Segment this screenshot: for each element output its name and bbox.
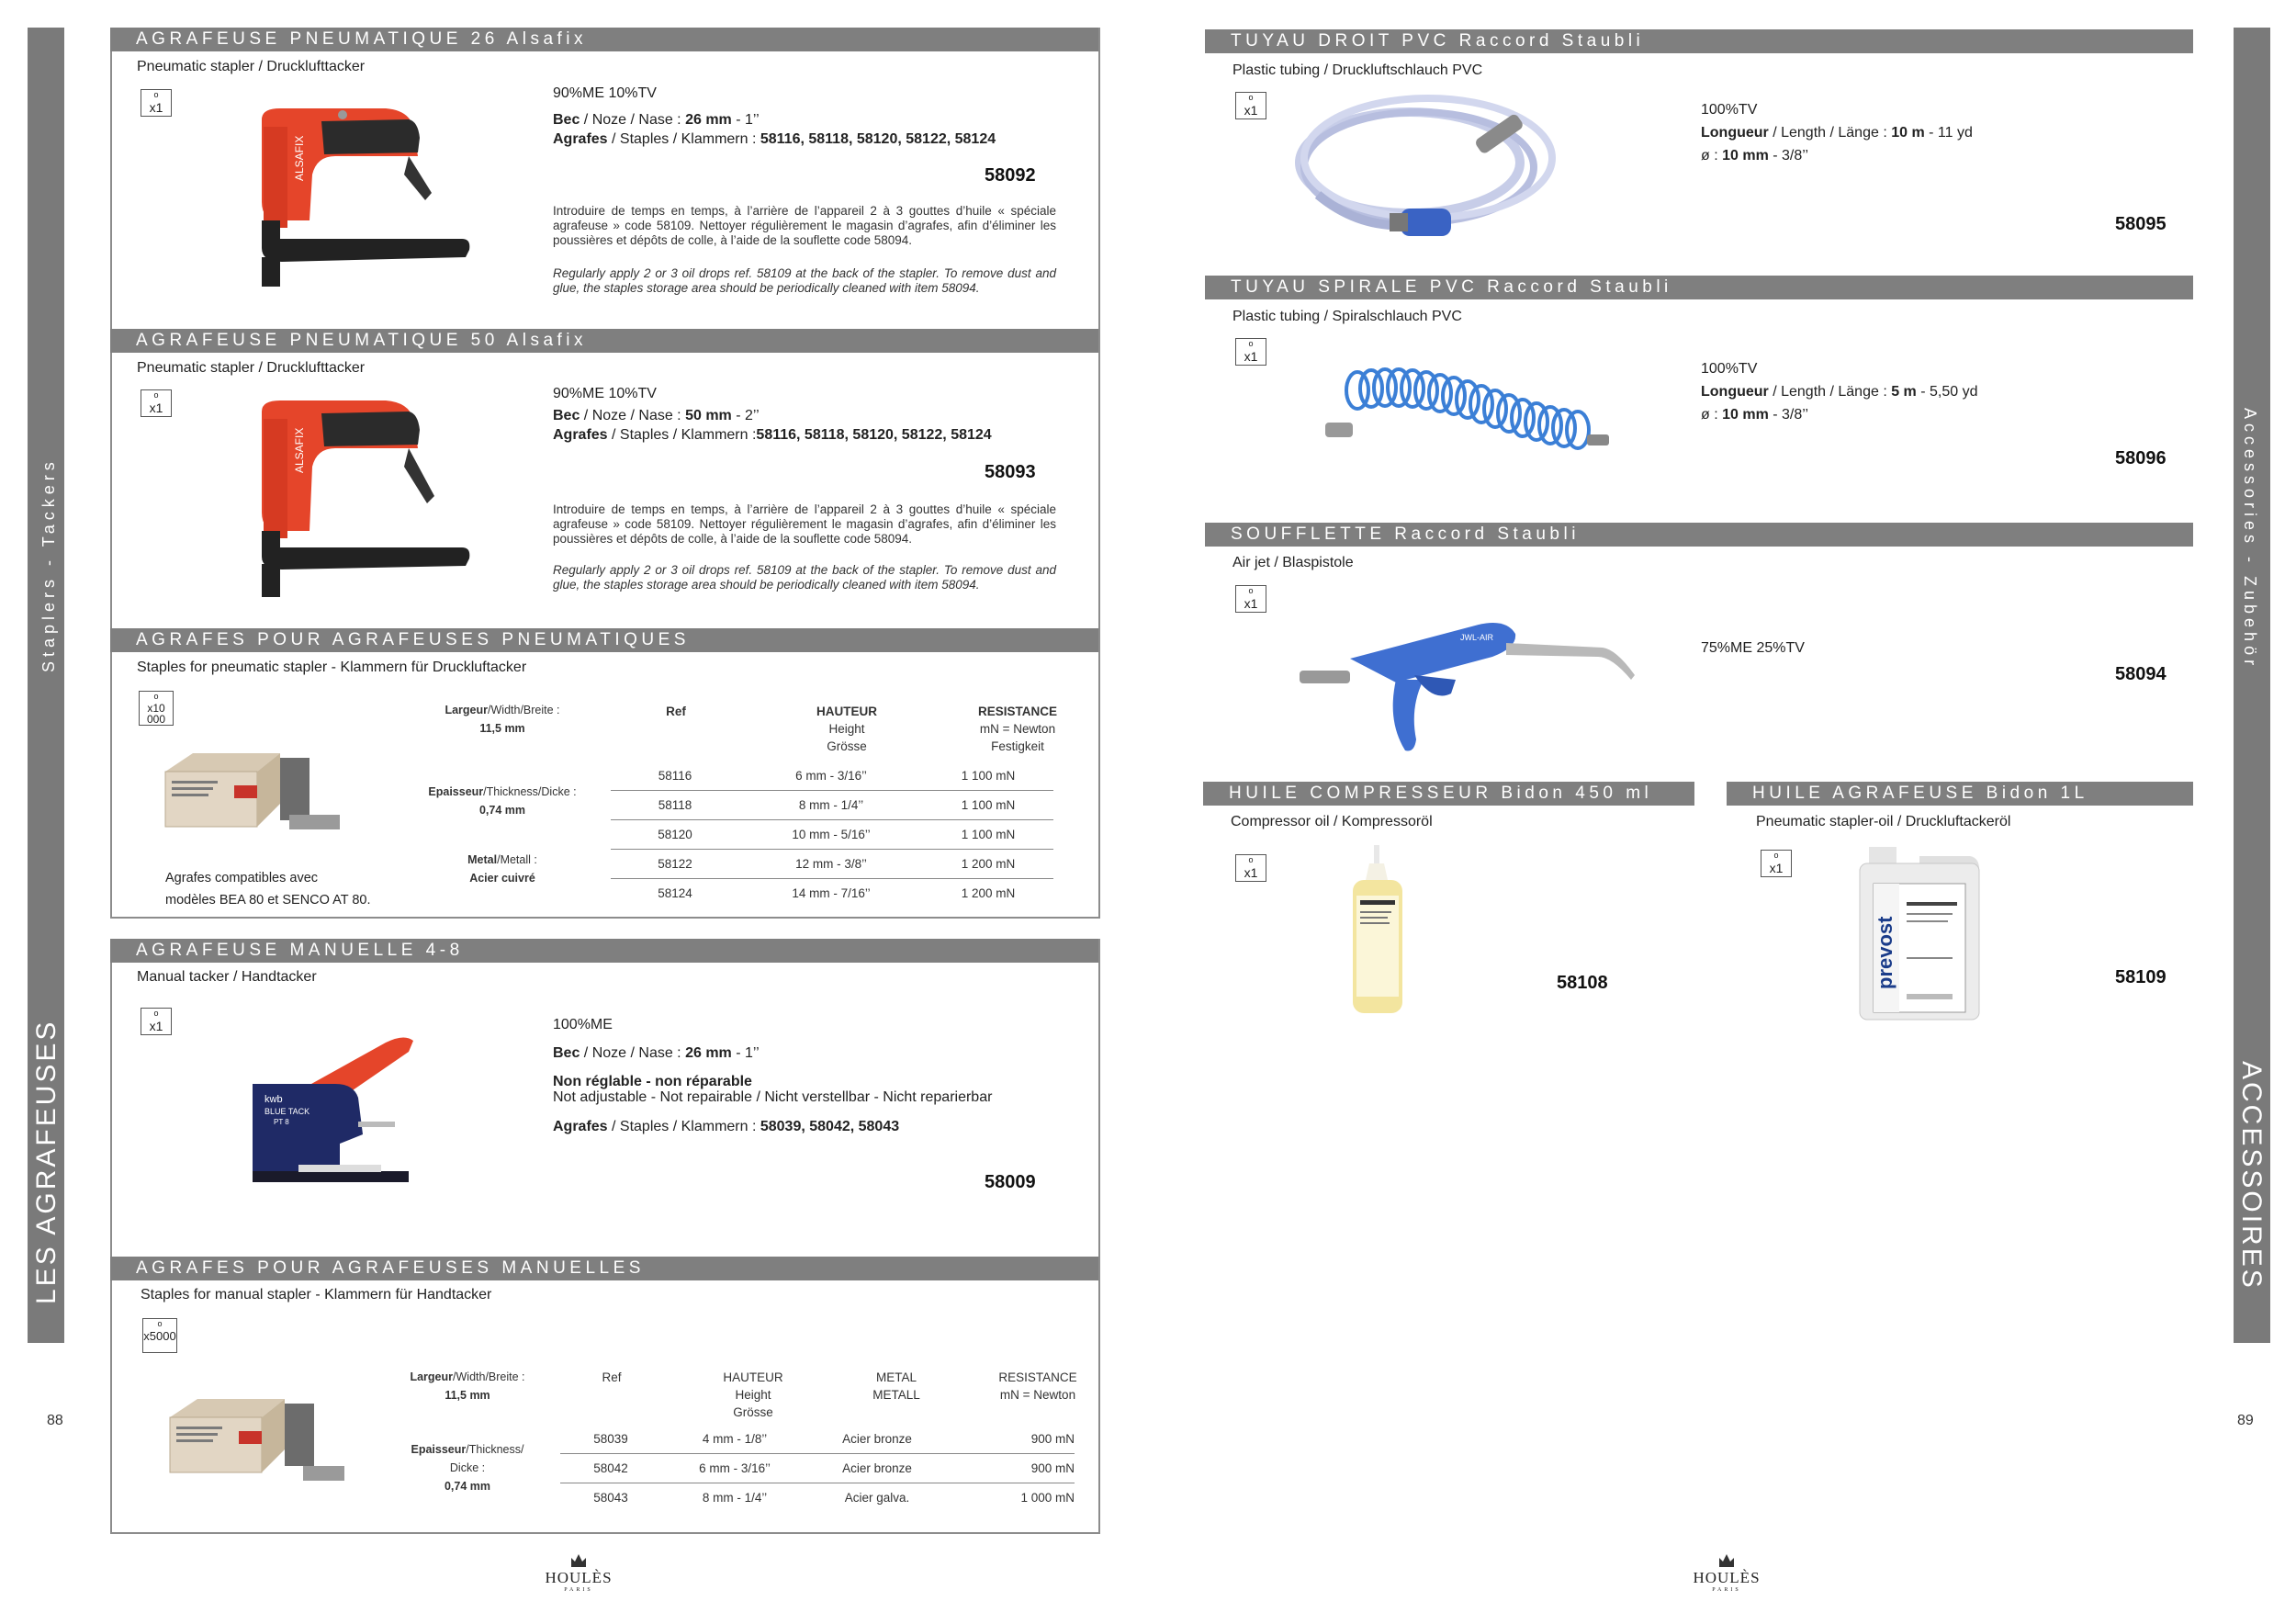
agrafes-line: Agrafes / Staples / Klammern : 58116, 58118, 58120, 58122, 58124: [553, 131, 996, 147]
product-ref: 58109: [2115, 967, 2167, 987]
tax-split: 100%TV: [1701, 102, 1758, 118]
product-subtitle: Manual tacker / Handtacker: [137, 969, 317, 985]
cell-resistance: 1 200 mN: [923, 850, 1053, 879]
not-adjustable-line: Not adjustable - Not repairable / Nicht verstellbar - Nicht reparierbar: [553, 1089, 993, 1105]
quantity-badge: o x10 000: [139, 691, 174, 726]
cell-hauteur: 6 mm - 3/16’’: [661, 1454, 808, 1483]
quantity-badge: o x1: [1235, 854, 1266, 882]
cell-ref: 58043: [593, 1491, 628, 1505]
product-ref: 58009: [985, 1172, 1036, 1192]
product-ref: 58093: [985, 462, 1036, 482]
cell-resistance: 1 200 mN: [961, 886, 1016, 900]
cell-hauteur: 8 mm - 1/4’’: [739, 791, 923, 820]
table-row: [560, 1425, 1075, 1454]
product-header: AGRAFEUSE MANUELLE 4-8: [110, 939, 1098, 963]
largeur-spec: Largeur/Width/Breite : 11,5 mm: [410, 1370, 525, 1402]
product-subtitle: Pneumatic stapler-oil / Druckluftackeröl: [1756, 814, 2011, 829]
diameter-line: ø : 10 mm - 3/8’’: [1701, 407, 1809, 423]
table-row: [611, 879, 1053, 908]
bec-line: Bec / Noze / Nase : 26 mm - 1’’: [553, 1045, 760, 1061]
cell-hauteur: 14 mm - 7/16’’: [792, 886, 871, 900]
product-header: AGRAFES POUR AGRAFEUSES MANUELLES: [110, 1257, 1098, 1280]
tax-split: 100%TV: [1701, 361, 1758, 377]
non-reglable-line: Non réglable - non réparable: [553, 1074, 752, 1089]
tax-split: 90%ME 10%TV: [553, 386, 657, 401]
column-header-hauteur: HAUTEUR Height Grösse: [816, 705, 877, 753]
airjet-brand-label: JWL-AIR: [1460, 633, 1493, 642]
cell-resistance: 900 mN: [946, 1454, 1075, 1483]
maintenance-text-en: Regularly apply 2 or 3 oil drops ref. 58109 at the back of the stapler. To remove dust and glue, the staples storage area should be periodically cleaned with item 58094.: [553, 563, 1056, 592]
stapler-brand-label: ALSAFIX: [293, 135, 306, 181]
pneumatic-stapler-26-image: [225, 101, 482, 294]
metal-spec: Metal/Metall : Acier cuivré: [467, 853, 537, 885]
tacker-model-label: BLUE TACK: [264, 1107, 310, 1116]
cell-hauteur: 10 mm - 5/16’’: [739, 820, 923, 850]
houles-logo-left: [533, 1552, 625, 1593]
product-ref: 58096: [2115, 448, 2167, 468]
quantity-badge: o x1: [141, 89, 172, 117]
diameter-line: ø : 10 mm - 3/8’’: [1701, 148, 1809, 164]
quantity-badge: o x1: [1235, 585, 1266, 613]
quantity-badge: o x1: [141, 389, 172, 417]
cell-hauteur: 8 mm - 1/4’’: [702, 1491, 768, 1505]
staples-manual-table: [560, 1425, 1075, 1512]
agrafes-line: Agrafes / Staples / Klammern :58116, 58118, 58120, 58122, 58124: [553, 427, 992, 443]
product-header: AGRAFES POUR AGRAFEUSES PNEUMATIQUES: [110, 628, 1098, 652]
quantity-badge: o x1: [141, 1008, 172, 1035]
oil-brand-label: prevost: [1874, 916, 1896, 989]
crown-icon: [1717, 1552, 1736, 1569]
tax-split: 100%ME: [553, 1017, 613, 1032]
air-jet-image: [1295, 592, 1671, 758]
product-ref: 58094: [2115, 664, 2167, 684]
right-sidebar-title: ACCESSOIRES: [2236, 1061, 2267, 1291]
page-number-right: 89: [2237, 1413, 2254, 1428]
product-subtitle: Pneumatic stapler / Drucklufttacker: [137, 59, 366, 74]
cell-hauteur: 6 mm - 3/16’’: [739, 761, 923, 791]
page-number-left: 88: [47, 1413, 63, 1428]
logo-name: HOULÈS: [545, 1569, 613, 1586]
product-header: AGRAFEUSE PNEUMATIQUE 50 Alsafix: [110, 329, 1098, 353]
staples-pneumatic-table: [611, 761, 1053, 908]
product-header: TUYAU DROIT PVC Raccord Staubli: [1205, 29, 2193, 53]
product-subtitle: Staples for pneumatic stapler - Klammern für Druckluftacker: [137, 660, 527, 675]
product-subtitle: Pneumatic stapler / Drucklufttacker: [137, 360, 366, 376]
houles-logo-right: [1681, 1552, 1773, 1593]
cell-ref: 58042: [560, 1454, 661, 1483]
cell-metal: Acier galva.: [844, 1491, 910, 1505]
logo-city: PARIS: [1712, 1587, 1741, 1593]
compatibility-note: Agrafes compatibles avec modèles BEA 80 et SENCO AT 80.: [165, 871, 371, 908]
column-header-metal: METAL METALL: [872, 1370, 920, 1402]
left-sidebar-title: LES AGRAFEUSES: [31, 1019, 62, 1304]
epaisseur-spec: Epaisseur/Thickness/ Dicke : 0,74 mm: [411, 1443, 524, 1493]
table-row: [611, 761, 1053, 791]
pneumatic-stapler-50-image: [225, 393, 482, 604]
quantity-badge: o x1: [1235, 92, 1266, 119]
product-ref: 58095: [2115, 214, 2167, 234]
right-sidebar-subtitle: Accessories - Zubehör: [2241, 408, 2259, 671]
cell-resistance: 1 000 mN: [1020, 1491, 1075, 1505]
longueur-line: Longueur / Length / Länge : 10 m - 11 yd: [1701, 125, 1973, 141]
cell-ref: 58116: [611, 761, 739, 791]
table-row: [611, 820, 1053, 850]
compressor-oil-bottle-image: [1345, 845, 1410, 1020]
column-header-resistance: RESISTANCE mN = Newton Festigkeit: [977, 705, 1057, 753]
product-subtitle: Plastic tubing / Spiralschlauch PVC: [1232, 309, 1462, 324]
maintenance-text-fr: Introduire de temps en temps, à l’arrière de l’appareil 2 à 3 gouttes d’huile « spéciale agrafeuse » code 58109. Nettoyer régulièrement le magasin d’agrafes, afin d’éliminer les poussières et dépôts de colle, à l’aide de la souflette code 58094.: [553, 204, 1056, 247]
tax-split: 75%ME 25%TV: [1701, 640, 1805, 656]
cell-resistance: 1 100 mN: [923, 820, 1053, 850]
crown-icon: [569, 1552, 588, 1569]
tacker-brand-label: kwb: [264, 1094, 283, 1105]
maintenance-text-fr: Introduire de temps en temps, à l’arrière de l’appareil 2 à 3 gouttes d’huile « spéciale agrafeuse » code 58109. Nettoyer régulièrement le magasin d’agrafes, afin d’éliminer les poussières et dépôts de colle, à l’aide de la souflette code 58094.: [553, 502, 1056, 546]
bec-line: Bec / Noze / Nase : 50 mm - 2’’: [553, 408, 760, 423]
product-subtitle: Compressor oil / Kompressoröl: [1231, 814, 1433, 829]
cell-resistance: 1 100 mN: [923, 761, 1053, 791]
cell-metal: Acier bronze: [808, 1425, 946, 1454]
table-row: [611, 791, 1053, 820]
quantity-badge: o x1: [1761, 850, 1792, 877]
cell-resistance: 1 100 mN: [923, 791, 1053, 820]
cell-ref: 58118: [611, 791, 739, 820]
cell-ref: 58120: [611, 820, 739, 850]
column-header-ref: Ref: [666, 705, 686, 718]
spiral-tubing-image: [1321, 363, 1624, 464]
product-ref: 58092: [985, 165, 1036, 186]
table-row: [560, 1454, 1075, 1483]
logo-name: HOULÈS: [1693, 1569, 1761, 1586]
product-header: HUILE COMPRESSEUR Bidon 450 ml: [1203, 782, 1694, 806]
bec-line: Bec / Noze / Nase : 26 mm - 1’’: [553, 112, 760, 128]
product-header: AGRAFEUSE PNEUMATIQUE 26 Alsafix: [110, 28, 1098, 51]
table-row: [560, 1483, 1075, 1513]
table-row: [611, 850, 1053, 879]
product-header: TUYAU SPIRALE PVC Raccord Staubli: [1205, 276, 2193, 299]
staples-box-image: [161, 749, 349, 850]
left-sidebar-subtitle: Staplers - Tackers: [39, 457, 58, 672]
cell-metal: Acier bronze: [808, 1454, 946, 1483]
product-header: HUILE AGRAFEUSE Bidon 1L: [1727, 782, 2193, 806]
cell-resistance: 900 mN: [946, 1425, 1075, 1454]
stapler-brand-label: ALSAFIX: [293, 427, 306, 473]
manual-tacker-image: [248, 1033, 432, 1185]
cell-ref: 58124: [658, 886, 692, 900]
column-header-resistance: RESISTANCE mN = Newton: [998, 1370, 1077, 1402]
cell-ref: 58122: [611, 850, 739, 879]
cell-ref: 58039: [560, 1425, 661, 1454]
cell-hauteur: 4 mm - 1/8’’: [661, 1425, 808, 1454]
product-subtitle: Staples for manual stapler - Klammern für Handtacker: [141, 1287, 492, 1303]
quantity-badge: o x1: [1235, 338, 1266, 366]
product-header: SOUFFLETTE Raccord Staubli: [1205, 523, 2193, 547]
product-subtitle: Air jet / Blaspistole: [1232, 555, 1354, 570]
stapler-oil-can-image: [1855, 847, 1984, 1023]
straight-tubing-image: [1290, 85, 1603, 245]
epaisseur-spec: Epaisseur/Thickness/Dicke : 0,74 mm: [428, 785, 577, 817]
staples-box-image: [165, 1394, 354, 1495]
largeur-spec: Largeur/Width/Breite : 11,5 mm: [445, 704, 560, 735]
quantity-badge: o x5000: [142, 1318, 177, 1353]
logo-city: PARIS: [564, 1587, 593, 1593]
product-ref: 58108: [1557, 973, 1608, 993]
column-header-ref: Ref: [602, 1370, 622, 1384]
column-header-hauteur: HAUTEUR Height Grösse: [723, 1370, 783, 1419]
product-subtitle: Plastic tubing / Druckluftschlauch PVC: [1232, 62, 1483, 78]
agrafes-line: Agrafes / Staples / Klammern : 58039, 58042, 58043: [553, 1119, 900, 1134]
maintenance-text-en: Regularly apply 2 or 3 oil drops ref. 58109 at the back of the stapler. To remove dust and glue, the staples storage area should be periodically cleaned with item 58094.: [553, 266, 1056, 295]
tax-split: 90%ME 10%TV: [553, 85, 657, 101]
longueur-line: Longueur / Length / Länge : 5 m - 5,50 yd: [1701, 384, 1978, 400]
cell-hauteur: 12 mm - 3/8’’: [739, 850, 923, 879]
tacker-model-code: PT 8: [274, 1118, 289, 1126]
